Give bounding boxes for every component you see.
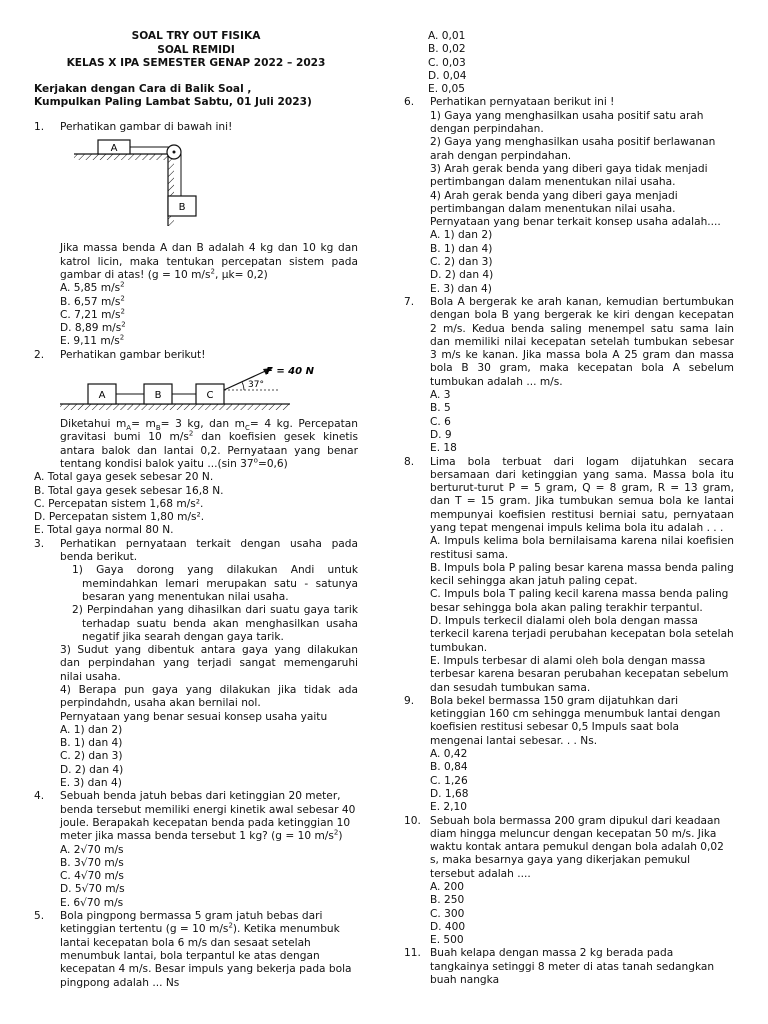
question-text-part: = m bbox=[131, 418, 156, 431]
superscript: 2 bbox=[228, 921, 233, 930]
statement-3: 3) Arah gerak benda yang diberi gaya tidak menjadi pertimbangan dalam menentukan nilai usaha. bbox=[430, 162, 708, 189]
force-label: F = 40 N bbox=[266, 366, 314, 378]
option[interactable]: D. 400 bbox=[430, 920, 466, 933]
question-number: 3. bbox=[34, 537, 45, 550]
question-number: 6. bbox=[404, 96, 415, 109]
option[interactable]: C. 1,26 bbox=[430, 774, 468, 787]
option[interactable]: B. 250 bbox=[430, 894, 465, 907]
block-b-label: B bbox=[154, 390, 162, 402]
option[interactable]: B. 5 bbox=[430, 402, 451, 415]
option[interactable]: D. 9 bbox=[430, 428, 452, 441]
block-a-label: A bbox=[110, 143, 118, 155]
option[interactable]: B. 1) dan 4) bbox=[430, 242, 493, 255]
option-text: B. 6,57 m/s bbox=[60, 295, 121, 308]
superscript: 2 bbox=[188, 429, 194, 438]
option[interactable]: C. 2) dan 3) bbox=[60, 750, 123, 763]
option[interactable]: A. 0,42 bbox=[430, 748, 468, 761]
option-list bbox=[430, 229, 734, 295]
option[interactable]: D. Impuls terkecil dialami oleh bola dengan massa terkecil karena terjadi perubahan kecepatan bola setelah tumbukan. bbox=[430, 615, 734, 654]
option[interactable]: D. 2) dan 4) bbox=[60, 763, 124, 776]
option[interactable]: A. 0,01 bbox=[428, 30, 466, 42]
question-text: Sebuah bola bermassa 200 gram dipukul dari keadaan diam hingga meluncur dengan kecepatan 50 m/s. Jika waktu kontak antara pemukul dengan bola adalah 0,02 s, maka besarnya gaya yang dikerjakan pemukul tersebut adalah .... bbox=[430, 814, 724, 880]
question-3 bbox=[34, 538, 358, 791]
option-list bbox=[34, 471, 358, 537]
option[interactable]: B. 0,84 bbox=[430, 761, 468, 774]
exam-header bbox=[34, 30, 358, 71]
header-title: SOAL TRY OUT FISIKA bbox=[131, 30, 261, 42]
option[interactable]: C. 6 bbox=[430, 415, 451, 428]
left-column bbox=[34, 30, 358, 990]
question-number: 11. bbox=[404, 947, 421, 960]
option[interactable] bbox=[60, 309, 358, 322]
superscript: o bbox=[253, 456, 258, 465]
superscript: 2 bbox=[121, 320, 126, 329]
question-number: 8. bbox=[404, 455, 415, 468]
option-list bbox=[430, 748, 734, 814]
statement-4: 4) Arah gerak benda yang diberi gaya menjadi pertimbangan dalam menentukan nilai usaha. bbox=[430, 189, 678, 215]
table-surface-hatch bbox=[74, 154, 174, 160]
option-list bbox=[430, 535, 734, 695]
question-text-part: = 4 kg. Percepatan gravitasi bumi 10 m/s bbox=[60, 418, 358, 444]
question-text: Buah kelapa dengan massa 2 kg berada pada tangkainya setinggi 8 meter di atas tanah sedangkan buah nangka bbox=[430, 947, 715, 987]
option[interactable]: C. Percepatan sistem 1,68 m/s². bbox=[34, 497, 204, 510]
question-1 bbox=[34, 121, 358, 349]
option[interactable]: A. Total gaya gesek sebesar 20 N. bbox=[34, 471, 214, 484]
question-text-part: Diketahui m bbox=[60, 418, 127, 431]
option[interactable]: E. Impuls terbesar di alami oleh bola dengan massa terbesar karena besaran perubahan kecepatan sebelum dan sesudah tumbukan sama. bbox=[430, 654, 729, 694]
question-2 bbox=[34, 349, 358, 538]
pulley-axle bbox=[173, 151, 176, 154]
option[interactable]: E. Total gaya normal 80 N. bbox=[34, 524, 174, 537]
subscript: A bbox=[126, 424, 132, 433]
question-intro: Perhatikan pernyataan terkait dengan usaha pada benda berikut. bbox=[60, 537, 358, 564]
superscript: 2 bbox=[120, 294, 125, 303]
statement-2: 2) Perpindahan yang dihasilkan dari suatu gaya tarik terhadap suatu benda akan menghasilkan usaha negatif jika searah dengan gaya tarik. bbox=[72, 604, 358, 643]
question-number: 1. bbox=[34, 121, 45, 134]
question-text: Bola bekel bermassa 150 gram dijatuhkan dari ketinggian 160 cm sehingga menumbuk lantai dengan koefisien restitusi sebesar 0,5 Impuls saat bola mengenai lantai sebesar. . . Ns. bbox=[430, 694, 721, 747]
question-number: 10. bbox=[404, 814, 421, 827]
question-text-part: ) bbox=[338, 830, 343, 843]
statement-1: 1) Gaya yang menghasilkan usaha positif satu arah dengan perpindahan. bbox=[430, 109, 704, 136]
question-text bbox=[60, 242, 358, 282]
block-c-label: C bbox=[206, 390, 214, 402]
option[interactable]: E. 0,05 bbox=[428, 83, 466, 96]
option[interactable]: B. Impuls bola P paling besar karena massa benda paling kecil sehingga akan jatuh paling cepat. bbox=[430, 561, 734, 588]
option-list bbox=[60, 844, 358, 910]
option[interactable]: C. Impuls bola T paling kecil karena massa benda paling besar sehingga bola akan paling terakhir terpantul. bbox=[430, 588, 729, 614]
question-8 bbox=[404, 456, 734, 695]
block-a-label: A bbox=[98, 390, 106, 402]
instruction-line-2: Kumpulkan Paling Lambat Sabtu, 01 Juli 2023) bbox=[34, 95, 312, 108]
option[interactable]: A. 3 bbox=[430, 389, 451, 402]
question-text-part: =0,6) bbox=[257, 457, 288, 470]
statement-1: 1) Gaya dorong yang dilakukan Andi untuk memindahkan lemari merupakan satu - satunya besaran yang menentukan nilai usaha. bbox=[72, 564, 358, 603]
question-text-part: dan koefisien gesek kinetis antara balok dan lantai 0,2. Pernyataan yang benar tentang kondisi balok yaitu ...(sin 37 bbox=[60, 431, 358, 470]
option-list bbox=[430, 389, 734, 455]
question-text: Lima bola terbuat dari logam dijatuhkan secara bersamaan dari ketinggian yang sama. Massa bola itu berturut-turut P = 5 gram, Q = 8 gram, R = 13 gram, dan T = 15 gram. Jika tumbukan semua bola ke lantai mempunyai koefisien restitusi berniai satu, pernyataan yang tepat mengenai impuls kelima bola itu adalah . . . bbox=[430, 455, 734, 534]
option-text: C. 7,21 m/s bbox=[60, 308, 121, 321]
option[interactable]: D. 5√70 m/s bbox=[60, 883, 125, 896]
pulley-diagram bbox=[60, 136, 230, 242]
option[interactable]: A. 2√70 m/s bbox=[60, 843, 124, 856]
question-5-options bbox=[404, 30, 734, 96]
superscript: 2 bbox=[119, 333, 125, 342]
question-4 bbox=[34, 790, 358, 910]
option[interactable]: D. 1,68 bbox=[430, 787, 469, 800]
option[interactable]: C. 2) dan 3) bbox=[430, 256, 493, 269]
instruction-line-1: Kerjakan dengan Cara di Balik Soal , bbox=[34, 82, 252, 95]
question-number: 2. bbox=[34, 348, 45, 361]
option[interactable]: D. 0,04 bbox=[428, 69, 467, 82]
question-closing: Pernyataan yang benar sesuai konsep usaha yaitu bbox=[60, 710, 328, 723]
option-text: A. 5,85 m/s bbox=[60, 282, 121, 295]
option[interactable] bbox=[60, 322, 358, 335]
question-9 bbox=[404, 695, 734, 815]
question-11 bbox=[404, 947, 734, 987]
question-text bbox=[60, 910, 358, 990]
option[interactable]: E. 6√70 m/s bbox=[60, 896, 124, 909]
option[interactable]: A. 200 bbox=[430, 881, 465, 893]
option[interactable]: B. Total gaya gesek sebesar 16,8 N. bbox=[34, 484, 224, 497]
option[interactable]: B. 0,02 bbox=[428, 43, 466, 56]
question-text-part: Sebuah benda jatuh bebas dari ketinggian 20 meter, benda tersebut memiliki energi kinetik awal sebesar 40 joule. Berapakah kecepatan benda pada ketinggian 10 meter jika massa benda tersebut 1 kg? (g = 10 m/s bbox=[60, 790, 356, 843]
question-6 bbox=[404, 96, 734, 295]
subscript: C bbox=[245, 424, 250, 433]
option-text: E. 9,11 m/s bbox=[60, 335, 120, 348]
question-text-part: Bola pingpong bermassa 5 gram jatuh bebas dari ketinggian tertentu (g = 10 m/s bbox=[60, 910, 323, 936]
question-intro: Perhatikan gambar di bawah ini! bbox=[60, 121, 233, 134]
option[interactable] bbox=[60, 282, 358, 295]
floor-hatch bbox=[60, 404, 290, 410]
header-subtitle: SOAL REMIDI bbox=[157, 43, 235, 56]
option-text: D. 8,89 m/s bbox=[60, 322, 122, 335]
option[interactable]: C. 4√70 m/s bbox=[60, 870, 124, 883]
option[interactable]: C. 300 bbox=[430, 907, 465, 920]
superscript: 2 bbox=[120, 280, 125, 289]
question-text-part: Jika massa benda A dan B adalah 4 kg dan 10 kg dan katrol licin, maka tentukan percepatan sistem pada gambar di atas! (g = 10 m/s bbox=[60, 242, 358, 281]
question-text bbox=[60, 790, 358, 843]
question-text bbox=[60, 418, 358, 471]
option[interactable]: A. 1) dan 2) bbox=[60, 723, 123, 736]
option[interactable]: E. 3) dan 4) bbox=[60, 777, 122, 790]
question-text-part: , μk= 0,2) bbox=[214, 268, 268, 281]
question-5 bbox=[34, 910, 358, 990]
block-b-label: B bbox=[178, 202, 186, 214]
question-number: 5. bbox=[34, 910, 45, 923]
option[interactable] bbox=[60, 335, 358, 348]
angle-label: 37° bbox=[248, 380, 264, 391]
question-text-part: ). Ketika menumbuk lantai kecepatan bola 6 m/s dan sesaat setelah menumbuk lantai, bola terpantul ke atas dengan kecepatan 4 m/s. Besar impuls yang bekerja pada bola pingpong adalah ... Ns bbox=[60, 923, 352, 989]
question-10 bbox=[404, 815, 734, 948]
subscript: B bbox=[155, 424, 161, 433]
superscript: 2 bbox=[210, 267, 215, 276]
question-number: 4. bbox=[34, 790, 45, 803]
right-column bbox=[404, 30, 734, 987]
question-number: 9. bbox=[404, 694, 415, 707]
option[interactable]: D. 2) dan 4) bbox=[430, 269, 494, 282]
question-number: 7. bbox=[404, 295, 415, 308]
option[interactable]: E. 500 bbox=[430, 934, 464, 947]
option[interactable]: C. 0,03 bbox=[428, 56, 466, 69]
statement-4: 4) Berapa pun gaya yang dilakukan jika tidak ada perpindahdn, usaha akan bernilai nol. bbox=[60, 684, 358, 710]
option[interactable]: B. 3√70 m/s bbox=[60, 856, 124, 869]
option[interactable]: E. 18 bbox=[430, 442, 457, 455]
question-intro: Perhatikan gambar berikut! bbox=[60, 348, 206, 361]
superscript: 2 bbox=[120, 307, 125, 316]
option[interactable]: E. 3) dan 4) bbox=[430, 282, 492, 295]
option[interactable]: B. 1) dan 4) bbox=[60, 737, 123, 750]
pulley-figure bbox=[60, 136, 358, 242]
question-text: Bola A bergerak ke arah kanan, kemudian bertumbukan dengan bola B yang bergerak ke kiri dengan kecepatan 2 m/s. Kedua benda saling menempel satu sama lain dan memiliki nilai kecepatan setelah tumbukan sebesar 3 m/s ke kanan. Jika massa bola A 25 gram dan massa bola B 30 gram, maka kecepatan bola A sebelum tumbukan adalah ... m/s. bbox=[430, 295, 734, 388]
option[interactable]: A. Impuls kelima bola bernilaisama karena nilai koefisien restitusi sama. bbox=[430, 535, 734, 561]
statement-2: 2) Gaya yang menghasilkan usaha positif berlawanan arah dengan perpindahan. bbox=[430, 136, 716, 162]
angle-arc bbox=[242, 382, 244, 390]
header-class: KELAS X IPA SEMESTER GENAP 2022 – 2023 bbox=[66, 57, 326, 69]
option-list bbox=[60, 282, 358, 348]
option[interactable]: A. 1) dan 2) bbox=[430, 229, 493, 242]
blocks-diagram bbox=[60, 364, 340, 416]
instructions bbox=[34, 83, 358, 110]
question-text-part: = 3 kg, dan m bbox=[160, 418, 245, 431]
option[interactable]: D. Percepatan sistem 1,80 m/s². bbox=[34, 511, 205, 524]
statement-3: 3) Sudut yang dibentuk antara gaya yang dilakukan dan perpindahan yang terjadi sangat memengaruhi nilai usaha. bbox=[60, 644, 358, 683]
superscript: 2 bbox=[333, 828, 339, 837]
question-7 bbox=[404, 296, 734, 456]
blocks-figure bbox=[60, 364, 358, 416]
question-intro: Perhatikan pernyataan berikut ini ! bbox=[430, 96, 615, 109]
option[interactable]: E. 2,10 bbox=[430, 801, 468, 814]
option-list bbox=[430, 881, 734, 947]
option-list bbox=[60, 724, 358, 790]
option[interactable] bbox=[60, 296, 358, 309]
question-closing: Pernyataan yang benar terkait konsep usaha adalah.... bbox=[430, 216, 721, 229]
